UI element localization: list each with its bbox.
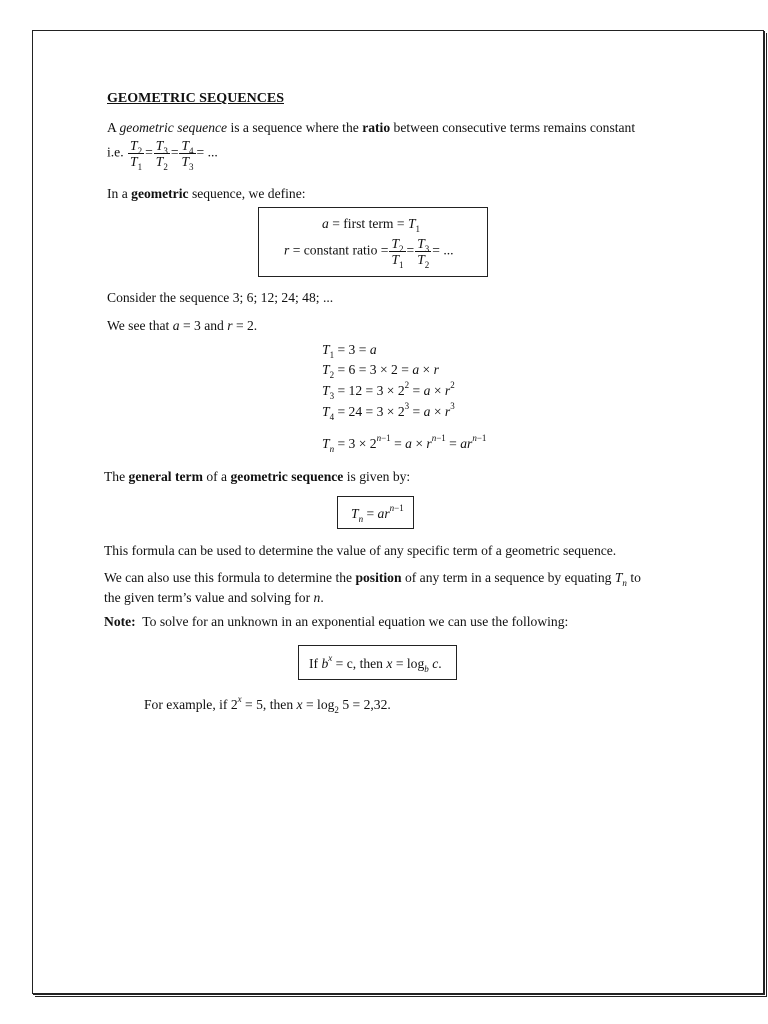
term-n: $T_n = 3 \times 2^{n-1} = a \times r^{n-1} = ar^{n-1}$ xyxy=(322,433,487,454)
log-rule: If $b^x = c$, then $x = \log_b c$. xyxy=(309,653,442,674)
position-paragraph-line-1: We can also use this formula to determine the position of any term in a sequence by equating $T_n$ to xyxy=(104,570,641,588)
note-paragraph: Note: To solve for an unknown in an exponential equation we can use the following: xyxy=(104,614,569,629)
intro-paragraph: A geometric sequence is a sequence where the ratio between consecutive terms remains constant xyxy=(107,120,636,135)
term-4: $T_4 = 24 = 3 \times 2^3 = a \times r^3$ xyxy=(322,401,455,422)
see-that-line: We see that a = 3 and r = 2. xyxy=(107,318,258,333)
consider-sequence: Consider the sequence 3; 6; 12; 24; 48; ... xyxy=(107,290,334,305)
first-term-definition: a = first term = $T_1$ xyxy=(322,216,421,234)
define-paragraph: In a geometric sequence, we define: xyxy=(107,186,306,201)
general-term-formula: $T_n = ar^{n-1}$ xyxy=(351,503,404,524)
ratio-equation: i.e. $\frac{T_2}{T_1}$ = $\frac{T_3}{T_2}$ = $\frac{T_4}{T_3}$ = ... xyxy=(107,138,218,172)
position-paragraph-line-2: the given term’s value and solving for n. xyxy=(104,590,324,605)
example-line: For example, if 2$^x$ = 5, then $x = \log_2 5 = 2,32$. xyxy=(144,694,391,715)
term-2: $T_2 = 6 = 3 \times 2 = a \times r$ xyxy=(322,362,439,380)
page-title: GEOMETRIC SEQUENCES xyxy=(107,91,284,106)
formula-use-paragraph: This formula can be used to determine the value of any specific term of a geometric sequence. xyxy=(104,543,617,558)
term-3: $T_3 = 12 = 3 \times 2^2 = a \times r^2$ xyxy=(322,380,455,401)
term-1: $T_1 = 3 = a$ xyxy=(322,342,377,360)
general-term-paragraph: The general term of a geometric sequence is given by: xyxy=(104,469,411,484)
ratio-definition: r = constant ratio = $\frac{T_2}{T_1}$ = $\frac{T_3}{T_2}$ = ... xyxy=(284,236,454,270)
